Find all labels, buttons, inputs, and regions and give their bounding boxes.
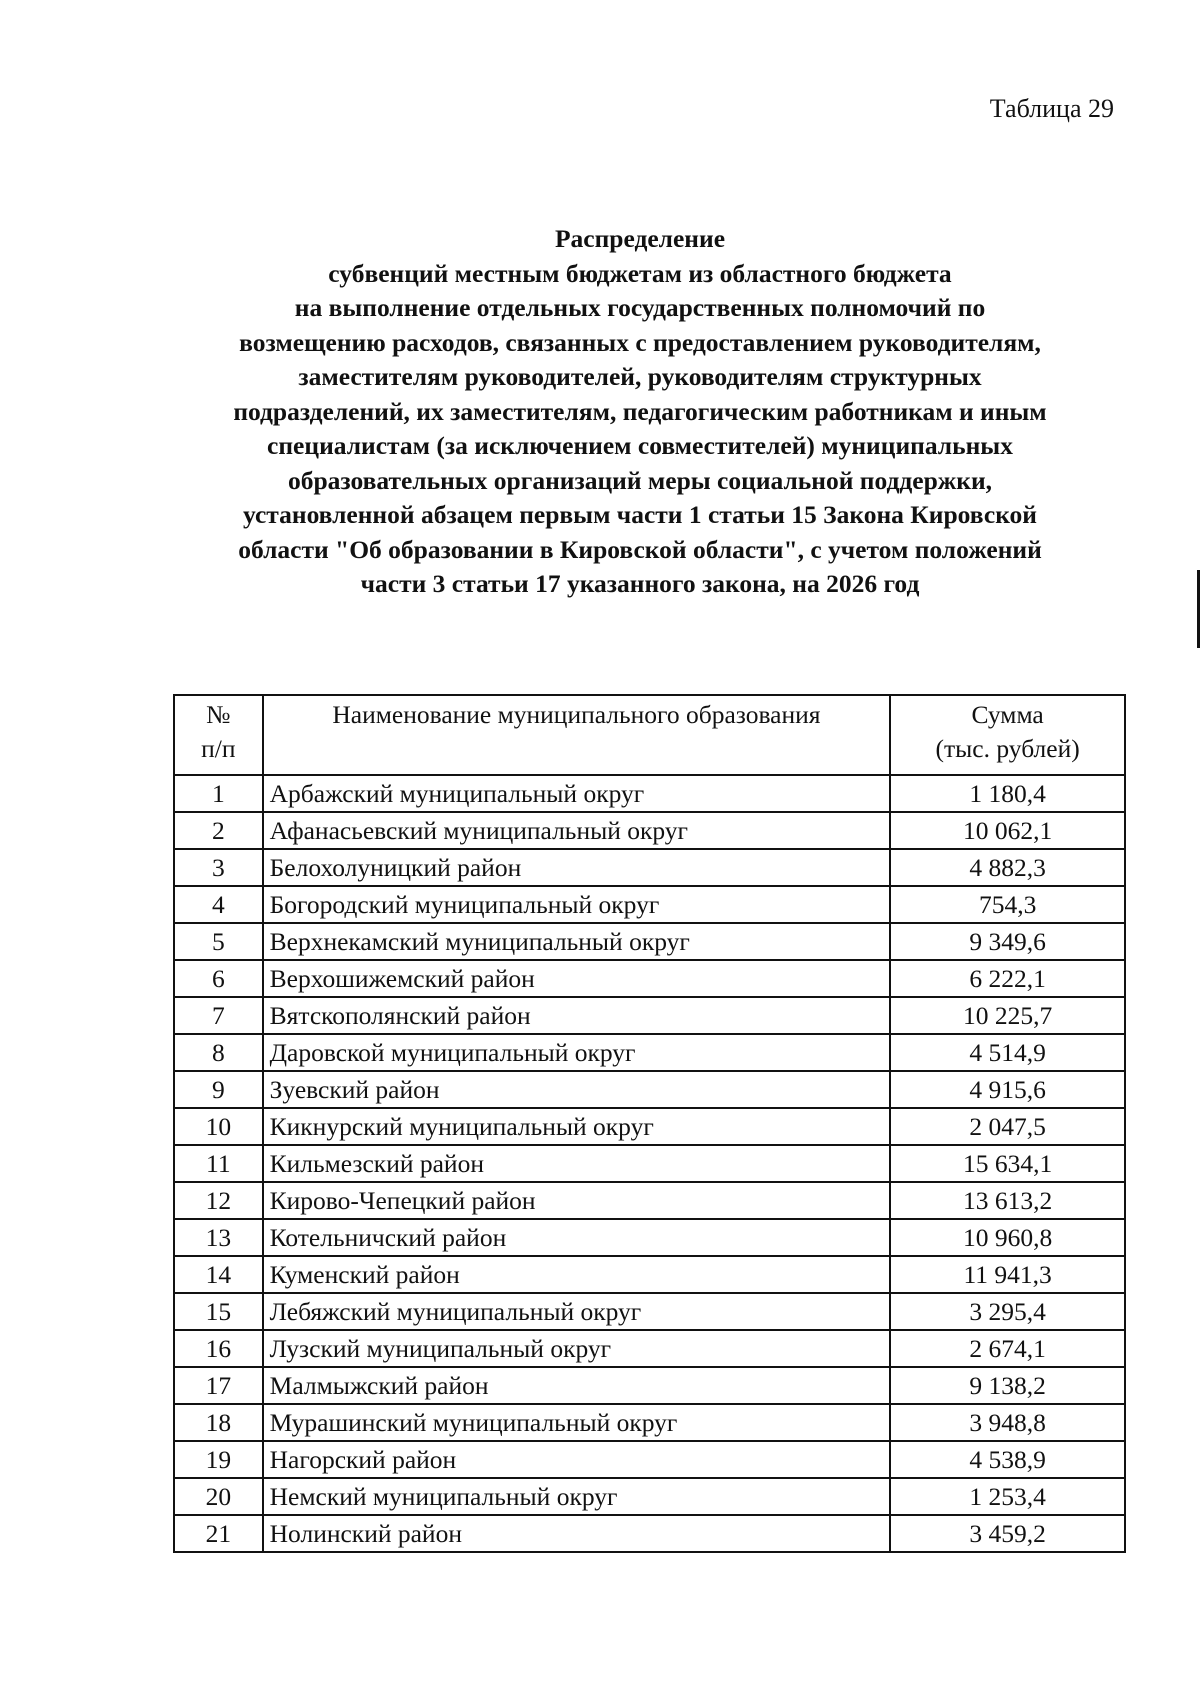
table-row [174, 1404, 1125, 1441]
row-number: 15 [174, 1293, 263, 1330]
row-number: 4 [174, 886, 263, 923]
row-sum: 4 538,9 [890, 1441, 1125, 1478]
document-title [180, 222, 1100, 602]
row-sum: 4 882,3 [890, 849, 1125, 886]
row-sum: 10 960,8 [890, 1219, 1125, 1256]
row-number: 17 [174, 1367, 263, 1404]
table-row [174, 997, 1125, 1034]
header-name: Наименование муниципального образования [263, 695, 891, 775]
row-sum: 3 295,4 [890, 1293, 1125, 1330]
row-number: 19 [174, 1441, 263, 1478]
header-sum [890, 695, 1125, 775]
header-sum-line2: (тыс. рублей) [935, 734, 1080, 763]
row-municipality: Малмыжский район [263, 1367, 891, 1404]
header-number-line1: № [206, 700, 231, 729]
title-line: подразделений, их заместителям, педагогическим работникам и иным [233, 396, 1047, 426]
row-number: 7 [174, 997, 263, 1034]
title-line: возмещению расходов, связанных с предоставлением руководителям, [239, 327, 1041, 357]
row-municipality: Кирово-Чепецкий район [263, 1182, 891, 1219]
table-number-label: Таблица 29 [989, 94, 1114, 123]
row-municipality: Кильмезский район [263, 1145, 891, 1182]
row-municipality: Котельничский район [263, 1219, 891, 1256]
subvention-table [173, 694, 1126, 1553]
row-sum: 10 225,7 [890, 997, 1125, 1034]
title-line: части 3 статьи 17 указанного закона, на 2026 год [360, 569, 920, 598]
table-row [174, 1330, 1125, 1367]
table-row [174, 1478, 1125, 1515]
row-number: 6 [174, 960, 263, 997]
row-number: 2 [174, 812, 263, 849]
header-sum-line1: Сумма [971, 700, 1044, 729]
table-row [174, 812, 1125, 849]
table-row [174, 1182, 1125, 1219]
row-municipality: Даровской муниципальный округ [263, 1034, 891, 1071]
table-row [174, 1108, 1125, 1145]
table-row [174, 1367, 1125, 1404]
row-sum: 3 948,8 [890, 1404, 1125, 1441]
row-sum: 11 941,3 [890, 1256, 1125, 1293]
row-number: 1 [174, 775, 263, 812]
header-number [174, 695, 263, 775]
row-sum: 10 062,1 [890, 812, 1125, 849]
table-row [174, 1071, 1125, 1108]
table-row [174, 923, 1125, 960]
title-line: образовательных организаций меры социальной поддержки, [287, 465, 993, 495]
row-sum: 1 180,4 [890, 775, 1125, 812]
title-line: на выполнение отдельных государственных полномочий по [294, 293, 986, 322]
table-row [174, 1219, 1125, 1256]
title-line: субвенций местным бюджетам из областного бюджета [328, 258, 952, 288]
title-line: заместителям руководителей, руководителям структурных [298, 362, 982, 391]
row-municipality: Арбажский муниципальный округ [263, 775, 891, 812]
row-number: 12 [174, 1182, 263, 1219]
row-municipality: Афанасьевский муниципальный округ [263, 812, 891, 849]
table-row [174, 1441, 1125, 1478]
title-line: установленной абзацем первым части 1 статьи 15 Закона Кировской [243, 500, 1037, 529]
row-municipality: Немский муниципальный округ [263, 1478, 891, 1515]
row-sum: 4 514,9 [890, 1034, 1125, 1071]
row-municipality: Нолинский район [263, 1515, 891, 1552]
row-number: 9 [174, 1071, 263, 1108]
row-number: 8 [174, 1034, 263, 1071]
title-line: специалистам (за исключением совместителей) муниципальных [267, 431, 1013, 460]
row-sum: 13 613,2 [890, 1182, 1125, 1219]
table-row [174, 1034, 1125, 1071]
row-sum: 754,3 [890, 886, 1125, 923]
row-number: 16 [174, 1330, 263, 1367]
row-sum: 2 047,5 [890, 1108, 1125, 1145]
table-row [174, 960, 1125, 997]
row-sum: 2 674,1 [890, 1330, 1125, 1367]
table-row [174, 775, 1125, 812]
header-number-line2: п/п [201, 734, 236, 763]
row-municipality: Лузский муниципальный округ [263, 1330, 891, 1367]
table-row [174, 1256, 1125, 1293]
row-municipality: Вятскополянский район [263, 997, 891, 1034]
row-sum: 9 138,2 [890, 1367, 1125, 1404]
row-sum: 15 634,1 [890, 1145, 1125, 1182]
row-municipality: Белохолуницкий район [263, 849, 891, 886]
table-row [174, 1145, 1125, 1182]
table-row [174, 886, 1125, 923]
row-municipality: Богородский муниципальный округ [263, 886, 891, 923]
row-number: 5 [174, 923, 263, 960]
row-sum: 6 222,1 [890, 960, 1125, 997]
row-number: 10 [174, 1108, 263, 1145]
title-line: Распределение [554, 224, 726, 253]
title-line: области "Об образовании в Кировской области", с учетом положений [238, 534, 1042, 564]
row-municipality: Куменский район [263, 1256, 891, 1293]
row-number: 18 [174, 1404, 263, 1441]
row-number: 11 [174, 1145, 263, 1182]
row-municipality: Кикнурский муниципальный округ [263, 1108, 891, 1145]
row-sum: 4 915,6 [890, 1071, 1125, 1108]
row-number: 3 [174, 849, 263, 886]
row-municipality: Верхошижемский район [263, 960, 891, 997]
row-municipality: Мурашинский муниципальный округ [263, 1404, 891, 1441]
row-number: 21 [174, 1515, 263, 1552]
row-municipality: Нагорский район [263, 1441, 891, 1478]
row-number: 20 [174, 1478, 263, 1515]
table-header-row [174, 695, 1125, 775]
row-number: 14 [174, 1256, 263, 1293]
row-sum: 9 349,6 [890, 923, 1125, 960]
row-sum: 3 459,2 [890, 1515, 1125, 1552]
table-row [174, 849, 1125, 886]
row-municipality: Лебяжский муниципальный округ [263, 1293, 891, 1330]
row-number: 13 [174, 1219, 263, 1256]
row-municipality: Зуевский район [263, 1071, 891, 1108]
row-sum: 1 253,4 [890, 1478, 1125, 1515]
row-municipality: Верхнекамский муниципальный округ [263, 923, 891, 960]
table-row [174, 1515, 1125, 1552]
table-row [174, 1293, 1125, 1330]
